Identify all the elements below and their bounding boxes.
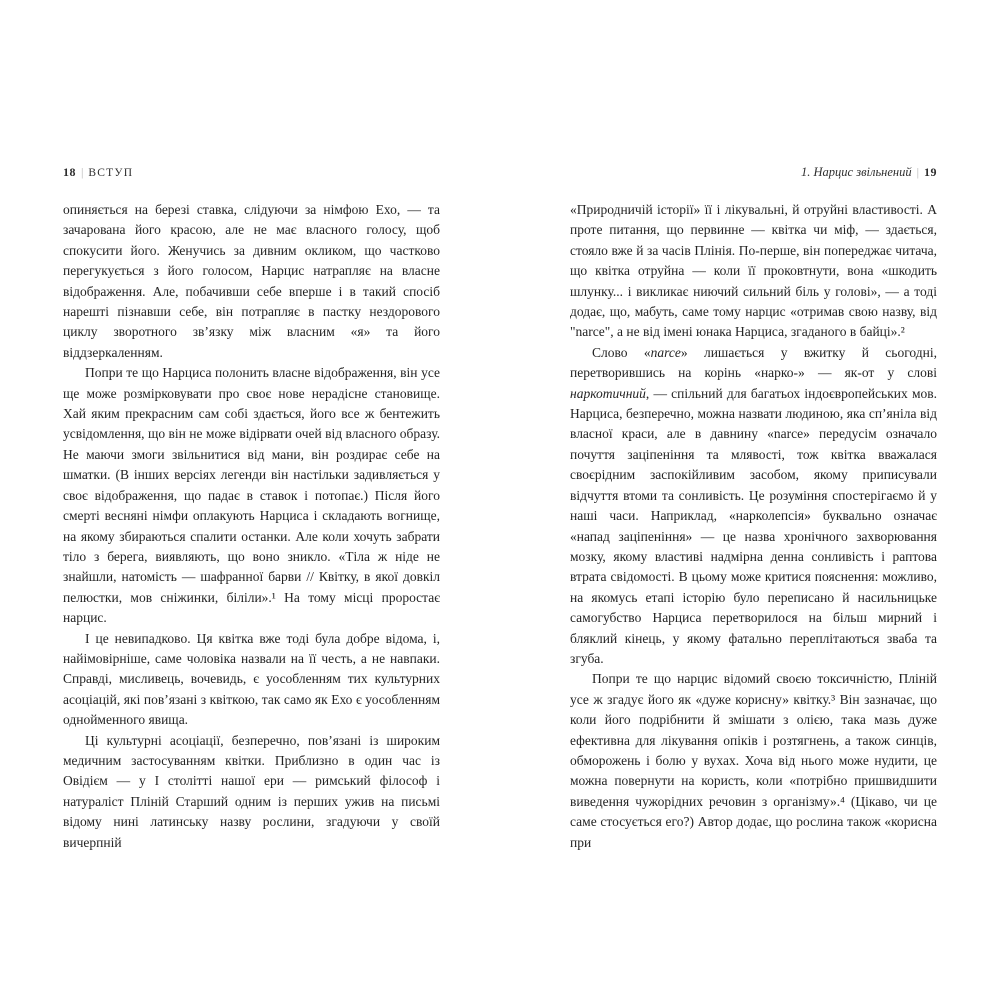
right-page-text — [570, 200, 937, 853]
left-page-header — [63, 165, 133, 180]
paragraph: «Природничій історії» її і лікувальні, й отруйні властивості. А проте питання, що первинне — квітка чи міф, — здається, стояло вже й за часів Плінія. По-перше, він попереджає читача, що квітка отруйна — коли її проковтнути, вона «шкодить шлунку... і викликає ниючий сильний біль у голові», — а тоді додає, що, мабуть, саме тому нарцис «отримав свою назву, від "narce", а не від імені юнака Нарциса, згаданого в байці».² — [570, 202, 937, 340]
header-separator: | — [916, 165, 919, 179]
paragraph: опиняється на березі ставка, слідуючи за німфою Ехо, — та зачарована його красою, але не має власного голосу, щоб спокусити його. Женучись за дивним окликом, що частково перегукується з його голосом, Нарцис натрапляє на власне відображення. Але, побачивши себе вперше і в такий спосіб нарешті пізнавши себе, він потрапляє в пастку нездорового циклу зворотного зв’язку між власним «я» та його віддзеркаленням. — [63, 202, 440, 360]
left-page-number: 18 — [63, 165, 76, 179]
right-page-header — [801, 165, 937, 179]
paragraph: Попри те що нарцис відомий своєю токсичністю, Пліній усе ж згадує його як «дуже корисну» квітку.³ Він зазначає, що коли його подрібнити й змішати з олією, така мазь дуже ефективна для лікування опіків і розтягнень, а також синців, обморожень і болю у вухах. Хоча від нього може нудити, це можна повернути на користь, коли «потрібно пришвидшити виведення чужорідних речовин з організму».⁴ (Цікаво, чи це саме стосується его?) Автор додає, що рослина також «корисна при — [570, 671, 937, 850]
paragraph: І це невипадково. Ця квітка вже тоді була добре відома, і, найімовірніше, саме чоловіка назвали на її честь, а не навпаки. Справді, мисливець, вочевидь, є уособленням тих культурних асоціацій, які пов’язані з квіткою, так само як Ехо є уособленням однойменного явища. — [63, 630, 440, 728]
section-title: ВСТУП — [88, 167, 134, 179]
header-separator: | — [81, 165, 84, 179]
paragraph: Ці культурні асоціації, безперечно, пов’язані із широким медичним застосуванням квітки. Приблизно в один час із Овідієм — у І столітті нашої ери — римський філософ і натураліст Пліній Старший одним із перших ужив на письмі відому нині латинську назву рослини, згадуючи у своїй вичерпній — [63, 732, 440, 850]
left-page-text — [63, 200, 440, 853]
right-page-number: 19 — [924, 165, 937, 179]
chapter-title: 1. Нарцис звільнений — [801, 165, 912, 179]
paragraph: Попри те що Нарциса полонить власне відображення, він усе ще може розмірковувати про своє нове нерадісне становище. Хай яким прекрасним сам собі здається, його все ж бентежить усвідомлення, що він не може відірвати очей від власного образу. Не маючи змоги звільнитися від мани, він роздирає себе на шматки. (В інших версіях легенди він настільки задивляється у своє відображення, що падає в ставок і потопає.) Після його смерті весняні німфи оплакують Нарциса і складають вогнище, на якому збираються спалити останки. Але коли хочуть забрати тіло з берега, виявляють, що воно зникло. «Тіла ж ніде не знайшли, натомість — шафранної барви // Квітку, в якої довкіл пелюстки, мов сніжинки, біліли».¹ На тому місці проростає нарцис. — [63, 365, 440, 626]
paragraph: Слово «narce» лишається у вжитку й сьогодні, перетворившись на корінь «нарко-» — як-от у слові наркотичний, — спільний для багатьох індоєвропейських мов. Нарциса, безперечно, можна назвати людиною, яка сп’яніла від власної краси, але в давнину «narce» передусім означало почуття заціпеніння та млявості, тож квітка вважалася своєрідним заспокійливим засобом, якому приписували відчуття втоми та сонливість. Це розуміння спостерігаємо й у наші часи. Наприклад, «нарколепсія» буквально означає «напад заціпеніння» — це назва хронічного захворювання мозку, якому властиві надмірна денна сонливість і раптова втрата свідомості. В цьому може критися пояснення: можливо, на якомусь етапі історію було переписано й насильницьке самогубство Нарциса перетворилося на більш мирний і бляклий кінець, у якому фатально переплітаються зваба та згуба. — [570, 344, 937, 666]
